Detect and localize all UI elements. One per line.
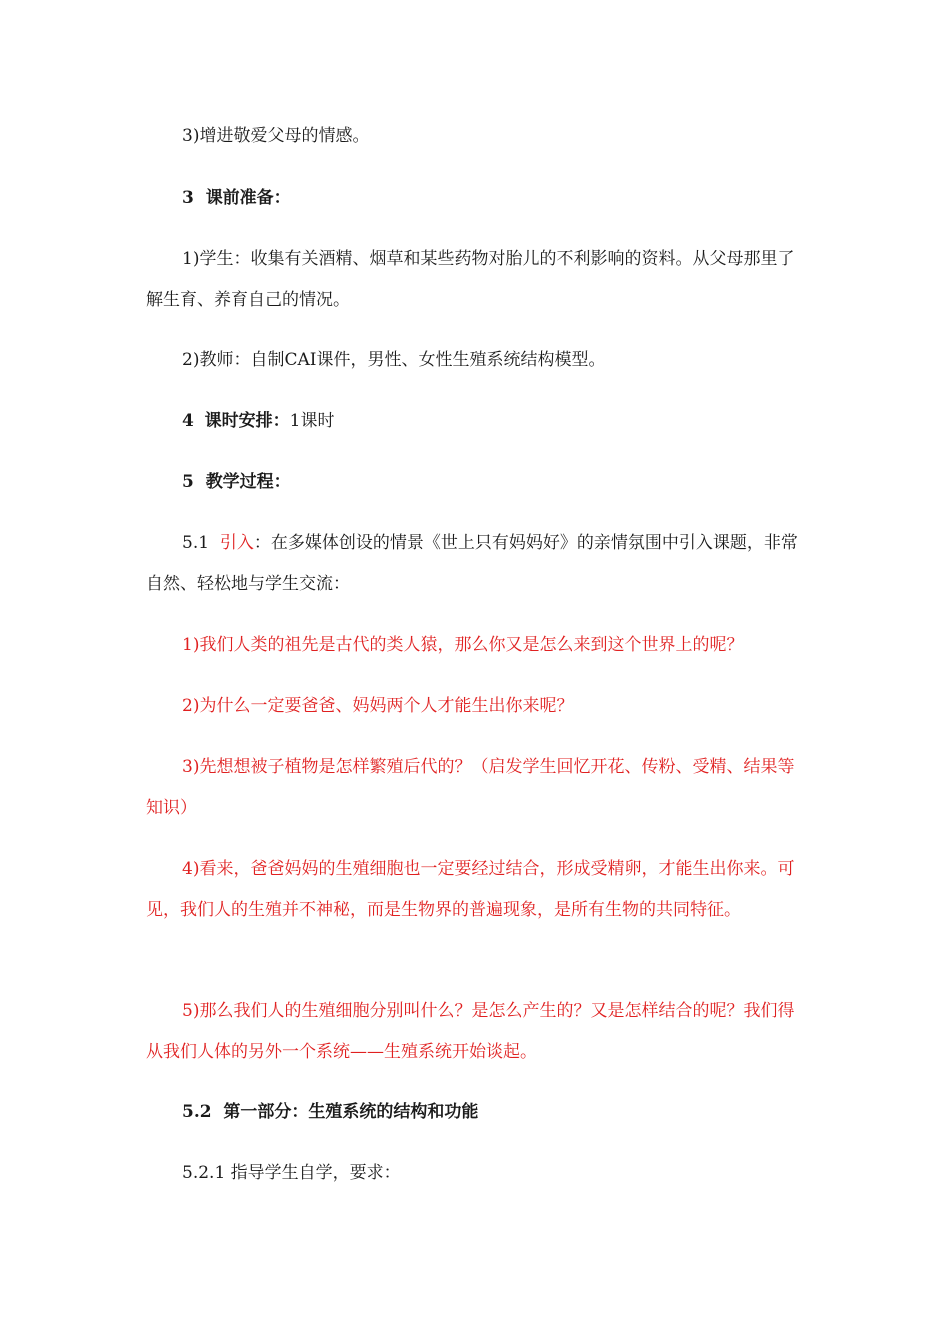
question-4-text: 4)看来，爸爸妈妈的生殖细胞也一定要经过结合，形成受精卵，才能生出你来。可见，我们人的生殖并不神秘，而是生物界的普遍现象，是所有生物的共同特征。 (146, 859, 795, 920)
introduction-highlight: 引入 (219, 533, 254, 553)
student-prep-text: 1)学生：收集有关酒精、烟草和某些药物对胎儿的不利影响的资料。从父母那里了解生育、养育自己的情况。 (146, 249, 795, 310)
question-3-text: 3)先想想被子植物是怎样繁殖后代的？（启发学生回忆开花、传粉、受精、结果等知识） (146, 757, 795, 818)
heading-process (146, 462, 806, 503)
question-4 (146, 849, 806, 931)
heading-preparation-number: 3 (182, 188, 194, 208)
heading-schedule-title: 课时安排： (204, 411, 290, 431)
goal-3-text: 3)增进敬爱父母的情感。 (182, 126, 370, 146)
self-study-text: 5.2.1 指导学生自学，要求： (182, 1163, 401, 1183)
question-1-text: 1)我们人类的祖先是古代的类人猿，那么你又是怎么来到这个世界上的呢？ (182, 635, 744, 655)
heading-schedule-number: 4 (182, 411, 194, 431)
question-2-text: 2)为什么一定要爸爸、妈妈两个人才能生出你来呢？ (182, 696, 574, 716)
question-5-text: 5)那么我们人的生殖细胞分别叫什么？是怎么产生的？又是怎样结合的呢？我们得从我们人体的另外一个系统——生殖系统开始谈起。 (146, 1001, 795, 1062)
paragraph-introduction (146, 523, 806, 605)
paragraph-student-prep (146, 239, 806, 321)
heading-part-one-number: 5.2 (182, 1102, 212, 1122)
heading-process-number: 5 (182, 472, 194, 492)
heading-process-title: 教学过程： (205, 472, 291, 492)
question-3 (146, 747, 806, 829)
introduction-number: 5.1 (182, 533, 210, 553)
question-2 (146, 686, 806, 727)
question-5 (146, 991, 806, 1073)
heading-part-one (146, 1092, 806, 1133)
paragraph-teacher-prep (146, 340, 806, 381)
paragraph-goal-3 (146, 116, 806, 157)
paragraph-self-study (146, 1153, 806, 1194)
heading-preparation-title: 课前准备： (205, 188, 291, 208)
heading-preparation (146, 178, 806, 219)
introduction-text: ：在多媒体创设的情景《世上只有妈妈好》的亲情氛围中引入课题，非常自然、轻松地与学生交流： (146, 533, 798, 594)
heading-schedule (146, 401, 806, 442)
schedule-value: 1课时 (289, 411, 335, 431)
question-1 (146, 625, 806, 666)
heading-part-one-title: 第一部分：生殖系统的结构和功能 (223, 1102, 479, 1122)
teacher-prep-text: 2)教师：自制CAI课件，男性、女性生殖系统结构模型。 (182, 350, 606, 370)
